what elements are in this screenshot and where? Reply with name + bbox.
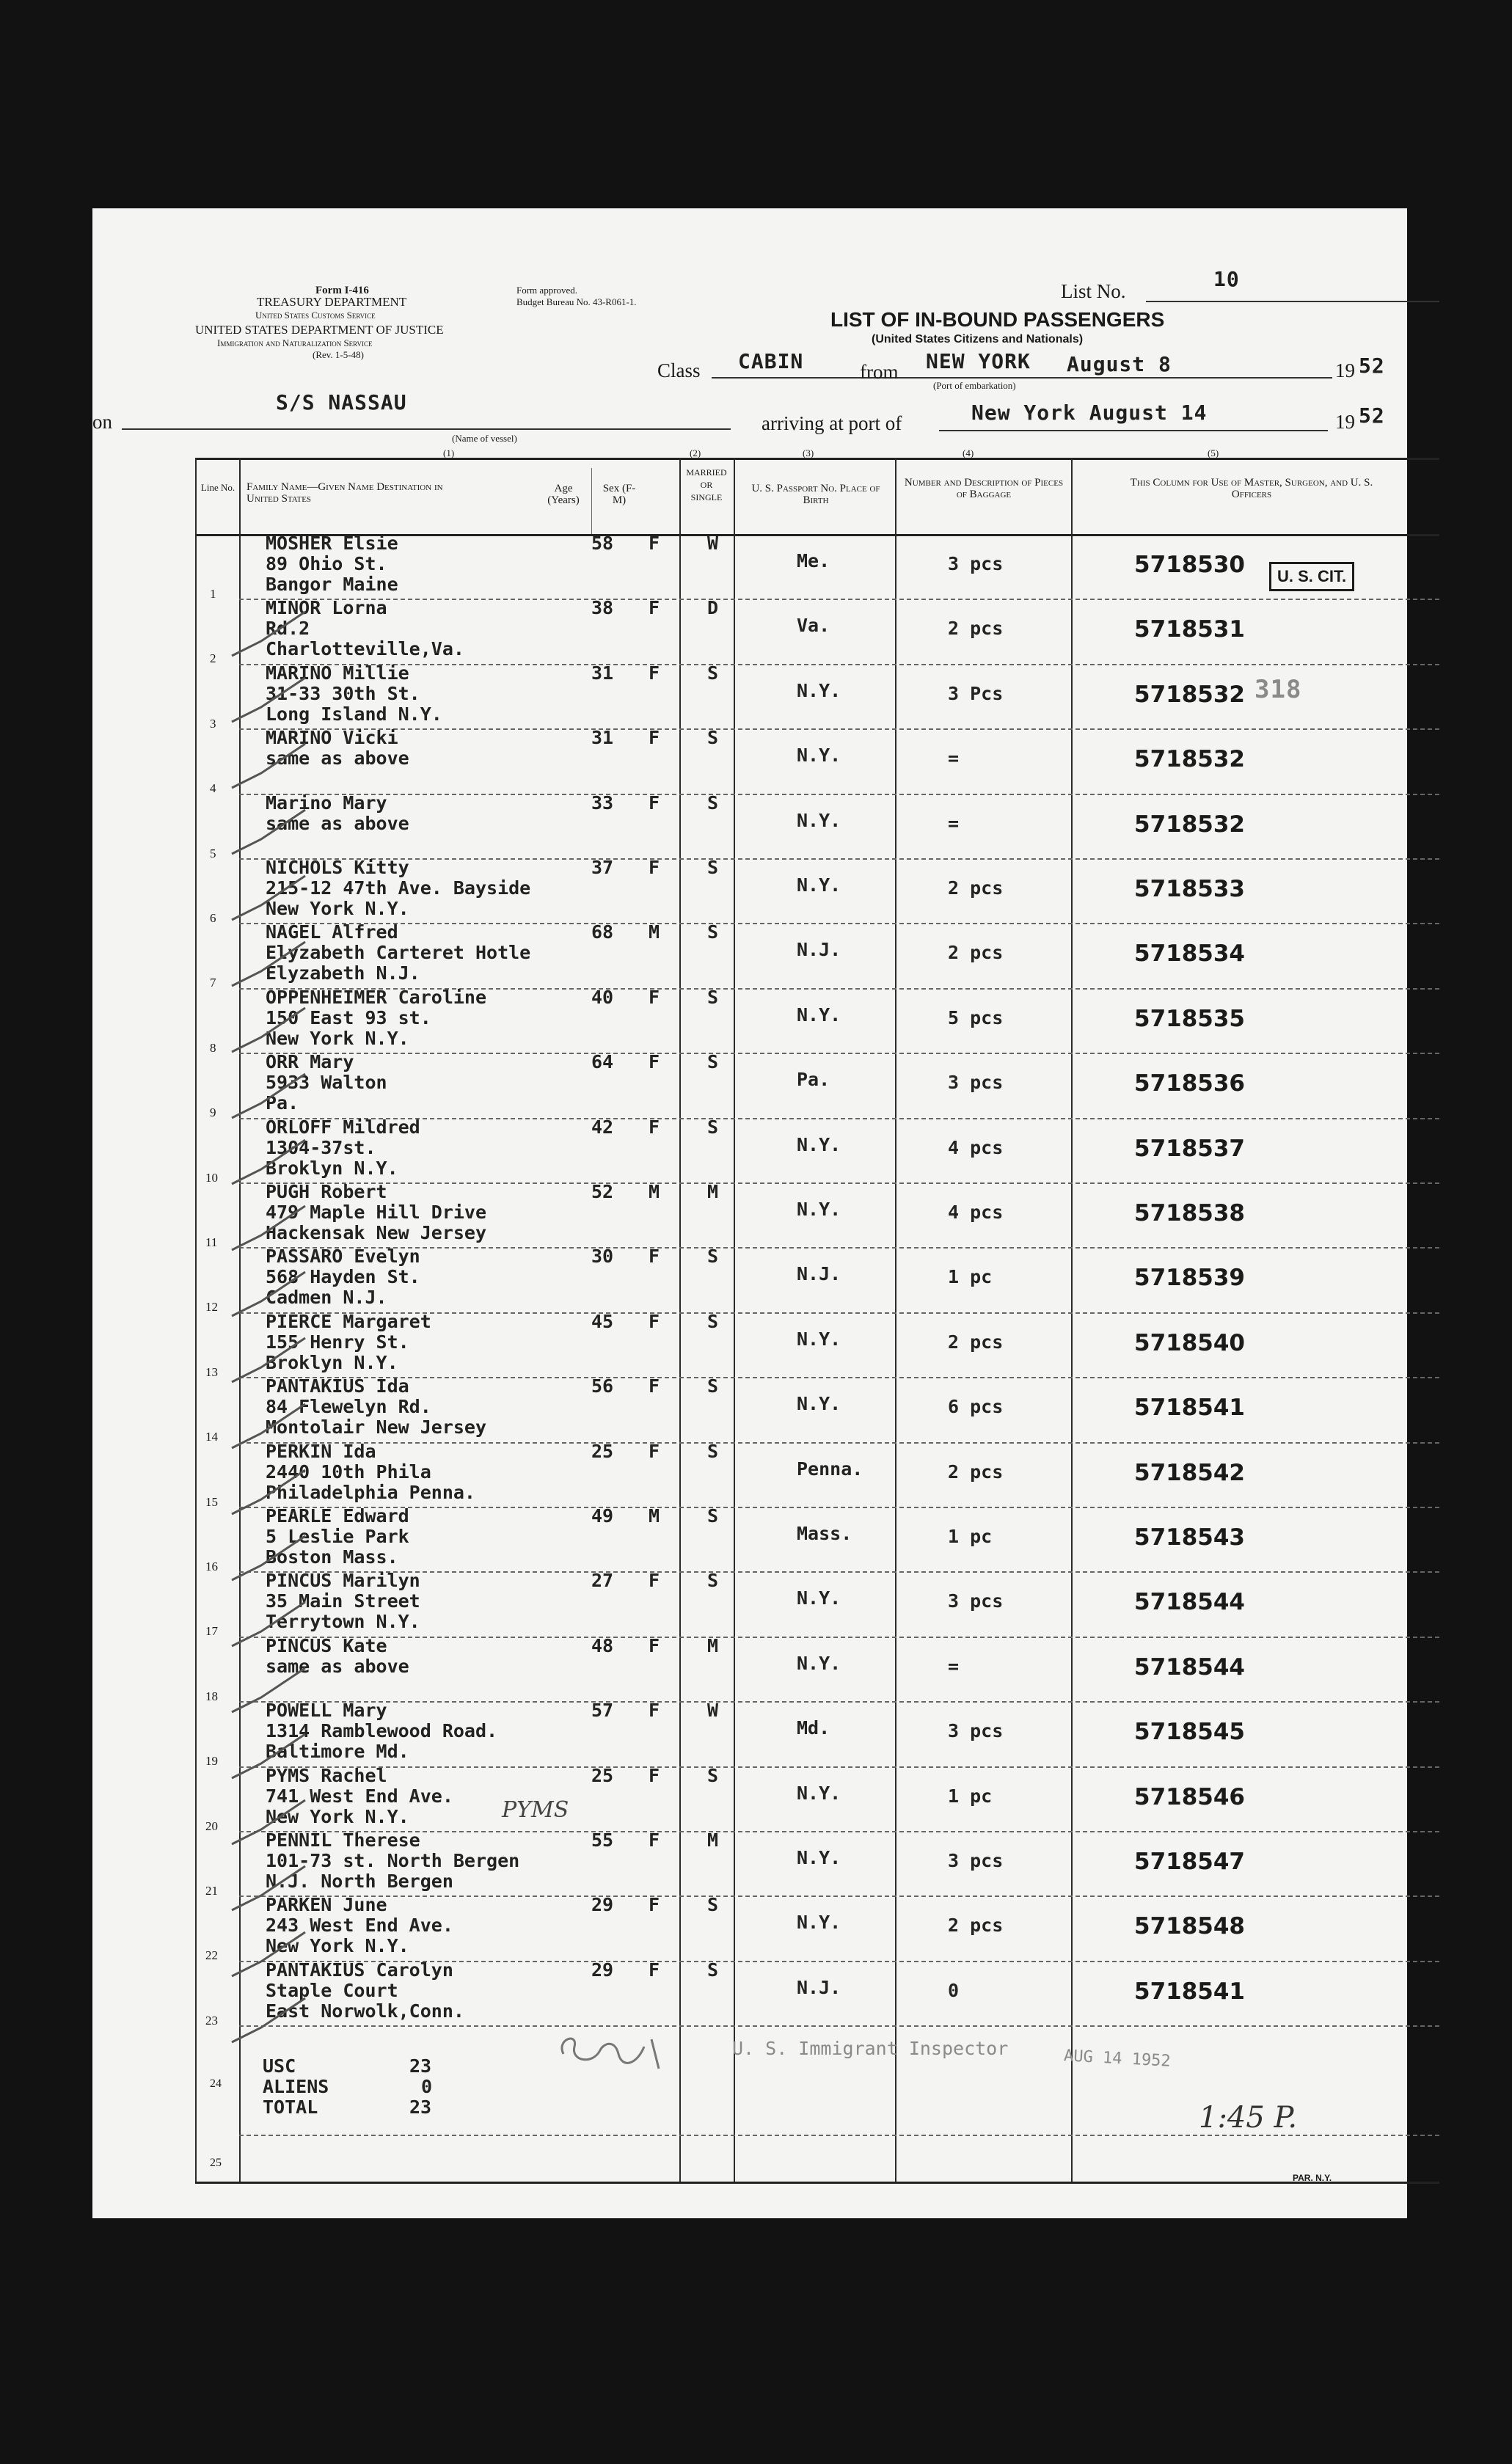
- passenger-age: 57: [591, 1700, 614, 1722]
- passenger-sex: F: [649, 597, 660, 619]
- passenger-marital-status: S: [707, 727, 719, 749]
- passenger-sex: M: [649, 1181, 660, 1202]
- passenger-baggage: 2 pcs: [948, 618, 1004, 640]
- vessel-name: S/S NASSAU: [276, 390, 407, 414]
- passenger-address: 101-73 st. North Bergen: [266, 1850, 520, 1871]
- passenger-name: PENNIL Therese: [266, 1829, 420, 1851]
- passenger-city: New York N.Y.: [266, 898, 409, 919]
- passenger-address: 479 Maple Hill Drive: [266, 1202, 487, 1223]
- passenger-baggage: 4 pcs: [948, 1136, 1004, 1158]
- passenger-age: 31: [591, 727, 614, 749]
- col-num-4: (4): [963, 447, 974, 458]
- passenger-birthplace: N.Y.: [797, 1199, 841, 1220]
- passenger-birthplace: N.J.: [797, 1263, 841, 1285]
- passenger-sex: F: [649, 1634, 660, 1656]
- line-number: 20: [205, 1818, 218, 1833]
- passenger-sex: F: [649, 986, 660, 1008]
- age-sex-divider: [591, 468, 592, 534]
- passenger-sex: F: [649, 1570, 660, 1592]
- table-left-border: [195, 458, 197, 2183]
- passenger-sex: F: [649, 1894, 660, 1916]
- passenger-birthplace: N.J.: [797, 939, 841, 961]
- passenger-list-page: [92, 208, 1407, 2218]
- passenger-address: 155 Henry St.: [266, 1331, 409, 1353]
- passenger-ticket-no: 5718538: [1134, 1200, 1245, 1226]
- passenger-address: 568 Hayden St.: [266, 1266, 420, 1288]
- passenger-baggage: 2 pcs: [948, 1331, 1004, 1353]
- passenger-name: PIERCE Margaret: [266, 1310, 431, 1332]
- passenger-birthplace: N.Y.: [797, 809, 841, 831]
- line-number: 5: [210, 846, 216, 860]
- list-no-label: List No.: [1061, 280, 1126, 302]
- passenger-age: 29: [591, 1959, 614, 1981]
- passenger-age: 30: [591, 1246, 614, 1268]
- passenger-address: 1314 Ramblewood Road.: [266, 1720, 498, 1742]
- passenger-marital-status: S: [707, 986, 719, 1008]
- total-label: TOTAL: [263, 2096, 318, 2118]
- line-number: 2: [210, 651, 216, 666]
- passenger-birthplace: N.Y.: [797, 679, 841, 701]
- passenger-name: NICHOLS Kitty: [266, 857, 409, 878]
- col-header-line-no: Line No.: [200, 482, 235, 493]
- passenger-ticket-no: 5718532: [1134, 811, 1245, 838]
- line-number: 3: [210, 716, 216, 731]
- passenger-ticket-no: 5718547: [1134, 1849, 1245, 1875]
- inspector-date-stamp: AUG 14 1952: [1063, 2047, 1172, 2071]
- passenger-marital-status: S: [707, 1246, 719, 1268]
- passenger-marital-status: M: [707, 1181, 719, 1202]
- passenger-age: 25: [591, 1440, 614, 1462]
- passenger-address: 1304-37st.: [266, 1136, 376, 1158]
- passenger-baggage: 3 Pcs: [948, 682, 1004, 704]
- line-number: 19: [205, 1754, 218, 1769]
- passenger-birthplace: N.Y.: [797, 1652, 841, 1674]
- year2-prefix: 19: [1335, 411, 1355, 433]
- revision-date: (Rev. 1-5-48): [313, 349, 364, 360]
- passenger-address: 741 West End Ave.: [266, 1785, 453, 1807]
- list-no-underline: [1146, 301, 1439, 302]
- passenger-sex: F: [649, 857, 660, 878]
- passenger-sex: F: [649, 1116, 660, 1138]
- class-label: Class: [657, 359, 701, 381]
- passenger-address: Elyzabeth Carteret Hotle: [266, 942, 531, 964]
- col-divider-passport: [895, 458, 896, 2183]
- passenger-marital-status: W: [707, 533, 719, 554]
- passenger-ticket-no: 5718539: [1134, 1265, 1245, 1292]
- passenger-ticket-no: 5718546: [1134, 1783, 1245, 1810]
- line-number: 15: [205, 1494, 218, 1509]
- passenger-name: OPPENHEIMER Caroline: [266, 986, 487, 1008]
- passenger-name: PASSARO Evelyn: [266, 1246, 420, 1268]
- passenger-baggage: 1 pc: [948, 1785, 993, 1807]
- passenger-birthplace: N.Y.: [797, 1782, 841, 1804]
- line-number: 17: [205, 1624, 218, 1639]
- line-number: 22: [205, 1948, 218, 1963]
- treasury-department: TREASURY DEPARTMENT: [257, 295, 407, 309]
- passenger-baggage: 2 pcs: [948, 1461, 1004, 1483]
- passenger-ticket-no: 5718531: [1134, 616, 1245, 643]
- passenger-sex: F: [649, 1310, 660, 1332]
- col-divider-baggage: [1071, 458, 1073, 2183]
- passenger-birthplace: N.J.: [797, 1976, 841, 1998]
- passenger-ticket-no: 5718541: [1134, 1394, 1245, 1422]
- passenger-address: Rd.2: [266, 618, 310, 640]
- col-header-sex: Sex (F-M): [602, 483, 636, 506]
- from-label: from: [860, 361, 899, 383]
- passenger-city: Long Island N.Y.: [266, 703, 442, 725]
- passenger-marital-status: M: [707, 1634, 719, 1656]
- passenger-city: Elyzabeth N.J.: [266, 962, 420, 984]
- class-underline: [712, 377, 932, 379]
- passenger-city: Philadelphia Penna.: [266, 1481, 475, 1503]
- passenger-address: same as above: [266, 1655, 409, 1677]
- passenger-age: 42: [591, 1116, 614, 1138]
- passenger-sex: F: [649, 1700, 660, 1722]
- passenger-age: 29: [591, 1894, 614, 1916]
- passenger-marital-status: S: [707, 1116, 719, 1138]
- year1-value: 52: [1359, 354, 1385, 378]
- col-header-passport: U. S. Passport No. Place of Birth: [751, 483, 880, 506]
- line-number: 1: [210, 587, 216, 601]
- passenger-name: PANTAKIUS Carolyn: [266, 1959, 453, 1981]
- passenger-baggage: 6 pcs: [948, 1396, 1004, 1418]
- list-no-value: 10: [1213, 267, 1240, 291]
- passenger-address: same as above: [266, 747, 409, 769]
- passenger-city: Montolair New Jersey: [266, 1416, 487, 1438]
- passenger-marital-status: S: [707, 1440, 719, 1462]
- passenger-age: 48: [591, 1634, 614, 1656]
- passenger-age: 52: [591, 1181, 614, 1202]
- passenger-sex: F: [649, 662, 660, 684]
- line-number: 7: [210, 976, 216, 990]
- passenger-baggage: =: [948, 1655, 960, 1677]
- passenger-ticket-no: 5718548: [1134, 1913, 1245, 1940]
- passenger-name: PYMS Rachel: [266, 1764, 387, 1786]
- col-num-1: (1): [443, 447, 455, 458]
- passenger-address: 150 East 93 st.: [266, 1006, 431, 1028]
- col-divider-married: [734, 458, 735, 2183]
- passenger-marital-status: W: [707, 1700, 719, 1722]
- passenger-city: N.J. North Bergen: [266, 1871, 453, 1892]
- col-num-5: (5): [1208, 447, 1219, 458]
- passenger-ticket-no: 5718535: [1134, 1005, 1245, 1032]
- year1-prefix: 19: [1335, 359, 1355, 381]
- col-header-married: MARRIED OR SINGLE: [686, 467, 727, 502]
- passenger-age: 33: [591, 792, 614, 814]
- passenger-baggage: =: [948, 812, 960, 834]
- passenger-city: Bangor Maine: [266, 574, 398, 595]
- side-number: 318: [1254, 675, 1302, 704]
- passenger-birthplace: N.Y.: [797, 874, 841, 896]
- passenger-ticket-no: 5718536: [1134, 1070, 1245, 1097]
- passenger-address: 243 West End Ave.: [266, 1915, 453, 1937]
- immigration-service: Immigration and Naturalization Service: [217, 337, 373, 348]
- usc-count: 23: [409, 2055, 432, 2077]
- line-number-25: 25: [210, 2157, 222, 2169]
- line-number: 13: [205, 1364, 218, 1379]
- passenger-baggage: 3 pcs: [948, 1720, 1004, 1742]
- passenger-ticket-no: 5718532: [1134, 746, 1245, 773]
- passenger-age: 45: [591, 1310, 614, 1332]
- passenger-name: MOSHER Elsie: [266, 533, 398, 554]
- passenger-baggage: 2 pcs: [948, 1915, 1004, 1937]
- passenger-marital-status: S: [707, 1894, 719, 1916]
- form-number: Form I-416: [315, 285, 369, 296]
- passenger-address: 2440 10th Phila: [266, 1461, 431, 1483]
- passenger-age: 64: [591, 1051, 614, 1073]
- passenger-age: 40: [591, 986, 614, 1008]
- passenger-name: ORR Mary: [266, 1051, 354, 1073]
- passenger-city: Broklyn N.Y.: [266, 1351, 398, 1373]
- passenger-name: MINOR Lorna: [266, 597, 387, 619]
- from-date: August 8: [1067, 352, 1172, 376]
- passenger-baggage: 4 pcs: [948, 1202, 1004, 1223]
- passenger-marital-status: S: [707, 857, 719, 878]
- passenger-age: 68: [591, 921, 614, 943]
- passenger-age: 27: [591, 1570, 614, 1592]
- line-number: 21: [205, 1884, 218, 1898]
- passenger-birthplace: N.Y.: [797, 1912, 841, 1934]
- passenger-city: Hackensak New Jersey: [266, 1222, 487, 1243]
- passenger-name: NAGEL Alfred: [266, 921, 398, 943]
- line-number: 16: [205, 1560, 218, 1573]
- col-header-baggage: Number and Description of Pieces of Baggage: [904, 477, 1064, 500]
- passenger-ticket-no: 5718533: [1134, 876, 1245, 902]
- vessel-underline: [122, 428, 731, 430]
- list-title: LIST OF IN-BOUND PASSENGERS: [830, 308, 1165, 331]
- col-header-name: Family Name—Given Name Destination in United States: [246, 481, 443, 505]
- passenger-city: Broklyn N.Y.: [266, 1157, 398, 1179]
- passenger-sex: F: [649, 792, 660, 814]
- passenger-name: MARINO Millie: [266, 662, 409, 684]
- line-number: 23: [205, 2013, 218, 2028]
- from-underline: [914, 377, 1332, 379]
- passenger-birthplace: N.Y.: [797, 745, 841, 767]
- passenger-birthplace: N.Y.: [797, 1393, 841, 1415]
- passenger-baggage: 5 pcs: [948, 1006, 1004, 1028]
- passenger-ticket-no: 5718544: [1134, 1653, 1245, 1681]
- passenger-city: Cadmen N.J.: [266, 1287, 387, 1309]
- col-divider-name: [679, 458, 681, 2183]
- passenger-sex: F: [649, 1764, 660, 1786]
- col-header-officers: This Column for Use of Master, Surgeon, and U. S. Officers: [1130, 477, 1373, 500]
- passenger-sex: F: [649, 1246, 660, 1268]
- passenger-marital-status: M: [707, 1829, 719, 1851]
- passenger-name: POWELL Mary: [266, 1700, 387, 1722]
- passenger-marital-status: S: [707, 1764, 719, 1786]
- passenger-sex: F: [649, 1959, 660, 1981]
- passenger-ticket-no: 5718537: [1134, 1135, 1245, 1162]
- passenger-birthplace: N.Y.: [797, 1328, 841, 1350]
- passenger-baggage: 0: [948, 1979, 960, 2001]
- table-bottom-border: [195, 2182, 1439, 2184]
- passenger-age: 49: [591, 1505, 614, 1527]
- inspector-title: U. S. Immigrant Inspector: [732, 2038, 1009, 2059]
- class-value: CABIN: [738, 349, 804, 373]
- printer-mark: PAR. N.Y.: [1293, 2173, 1332, 2183]
- passenger-address: Staple Court: [266, 1979, 398, 2001]
- table-top-border: [195, 458, 1439, 460]
- line-number: 14: [205, 1430, 218, 1444]
- budget-bureau: Budget Bureau No. 43-R061-1.: [516, 296, 637, 307]
- passenger-name: PINCUS Marilyn: [266, 1570, 420, 1592]
- list-subtitle: (United States Citizens and Nationals): [872, 333, 1084, 346]
- passenger-ticket-no: 5718544: [1134, 1589, 1245, 1616]
- year2-value: 52: [1359, 403, 1385, 428]
- passenger-birthplace: Me.: [797, 550, 830, 571]
- passenger-sex: F: [649, 533, 660, 554]
- passenger-ticket-no: 5718543: [1134, 1524, 1245, 1551]
- arrival-underline: [939, 430, 1328, 431]
- passenger-age: 25: [591, 1764, 614, 1786]
- passenger-age: 55: [591, 1829, 614, 1851]
- customs-service: United States Customs Service: [255, 310, 376, 321]
- passenger-address: 215-12 47th Ave. Bayside: [266, 877, 531, 899]
- passenger-name: PARKEN June: [266, 1894, 387, 1916]
- justice-department: UNITED STATES DEPARTMENT OF JUSTICE: [195, 323, 444, 337]
- passenger-address: 5933 Walton: [266, 1072, 387, 1094]
- passenger-address: 89 Ohio St.: [266, 553, 387, 574]
- passenger-city: Charlotteville,Va.: [266, 638, 464, 660]
- line-number: 9: [210, 1105, 216, 1120]
- passenger-ticket-no: 5718542: [1134, 1459, 1245, 1486]
- passenger-name: Marino Mary: [266, 792, 387, 814]
- on-label: on: [92, 411, 112, 433]
- passenger-birthplace: N.Y.: [797, 1847, 841, 1868]
- passenger-sex: M: [649, 1505, 660, 1527]
- passenger-name: PERKIN Ida: [266, 1440, 376, 1462]
- from-value: NEW YORK: [926, 349, 1031, 373]
- passenger-address: 35 Main Street: [266, 1590, 420, 1612]
- col-num-3: (3): [803, 447, 814, 458]
- row-divider-24: [239, 2135, 1439, 2136]
- passenger-baggage: 3 pcs: [948, 1850, 1004, 1871]
- passenger-birthplace: Mass.: [797, 1523, 852, 1544]
- passenger-name: PEARLE Edward: [266, 1505, 409, 1527]
- total-count: 23: [409, 2096, 432, 2118]
- passenger-age: 37: [591, 857, 614, 878]
- passenger-sex: F: [649, 1375, 660, 1397]
- col-header-age: Age (Years): [547, 483, 580, 506]
- passenger-ticket-no: 5718532: [1134, 681, 1245, 708]
- passenger-sex: F: [649, 1440, 660, 1462]
- aliens-label: ALIENS: [263, 2076, 329, 2097]
- passenger-name: PANTAKIUS Ida: [266, 1375, 409, 1397]
- passenger-birthplace: Pa.: [797, 1069, 830, 1091]
- line-number: 8: [210, 1040, 216, 1055]
- passenger-city: New York N.Y.: [266, 1805, 409, 1827]
- passenger-ticket-no: 5718545: [1134, 1719, 1245, 1746]
- line-number-24: 24: [210, 2077, 222, 2090]
- passenger-birthplace: N.Y.: [797, 1133, 841, 1155]
- passenger-baggage: 2 pcs: [948, 942, 1004, 964]
- passenger-city: New York N.Y.: [266, 1027, 409, 1049]
- line-number: 11: [205, 1235, 218, 1249]
- vessel-note: (Name of vessel): [452, 433, 517, 444]
- passenger-city: New York N.Y.: [266, 1935, 409, 1957]
- passenger-sex: M: [649, 921, 660, 943]
- passenger-sex: F: [649, 1051, 660, 1073]
- passenger-age: 56: [591, 1375, 614, 1397]
- passenger-city: Boston Mass.: [266, 1546, 398, 1568]
- passenger-baggage: =: [948, 747, 960, 769]
- passenger-baggage: 3 pcs: [948, 1072, 1004, 1094]
- passenger-birthplace: Va.: [797, 615, 830, 637]
- passenger-marital-status: S: [707, 1375, 719, 1397]
- passenger-birthplace: N.Y.: [797, 1587, 841, 1609]
- passenger-name: PUGH Robert: [266, 1181, 387, 1202]
- passenger-address: same as above: [266, 812, 409, 834]
- passenger-ticket-no: 5718540: [1134, 1329, 1245, 1356]
- passenger-sex: F: [649, 1829, 660, 1851]
- passenger-baggage: 3 pcs: [948, 1590, 1004, 1612]
- passenger-baggage: 1 pc: [948, 1266, 993, 1288]
- passenger-marital-status: S: [707, 792, 719, 814]
- passenger-name: MARINO Vicki: [266, 727, 398, 749]
- arrival-value: New York August 14: [971, 401, 1208, 425]
- us-citizen-stamp: U. S. CIT.: [1269, 562, 1354, 591]
- usc-label: USC: [263, 2055, 296, 2077]
- aliens-count: 0: [421, 2076, 433, 2097]
- arriving-label: arriving at port of: [762, 412, 902, 434]
- passenger-marital-status: S: [707, 662, 719, 684]
- col-num-2: (2): [690, 447, 701, 458]
- passenger-address: 5 Leslie Park: [266, 1526, 409, 1547]
- passenger-ticket-no: 5718530: [1134, 552, 1245, 578]
- passenger-address: 31-33 30th St.: [266, 682, 420, 704]
- passenger-baggage: 2 pcs: [948, 877, 1004, 899]
- passenger-marital-status: S: [707, 1570, 719, 1592]
- check-marks: [217, 516, 511, 2130]
- pyms-handwritten-note: PYMS: [502, 1797, 569, 1823]
- time-note: 1:45 P.: [1199, 2101, 1298, 2135]
- passenger-baggage: 1 pc: [948, 1526, 993, 1547]
- passenger-marital-status: S: [707, 1959, 719, 1981]
- passenger-age: 38: [591, 597, 614, 619]
- passenger-marital-status: S: [707, 921, 719, 943]
- passenger-baggage: 3 pcs: [948, 553, 1004, 574]
- passenger-birthplace: Md.: [797, 1717, 830, 1739]
- line-number: 4: [210, 781, 216, 796]
- passenger-age: 31: [591, 662, 614, 684]
- inspector-signature: [549, 2025, 681, 2076]
- passenger-birthplace: Penna.: [797, 1458, 863, 1480]
- passenger-marital-status: S: [707, 1310, 719, 1332]
- passenger-sex: F: [649, 727, 660, 749]
- passenger-birthplace: N.Y.: [797, 1003, 841, 1026]
- passenger-ticket-no: 5718541: [1134, 1978, 1245, 2005]
- passenger-marital-status: D: [707, 597, 719, 619]
- line-number: 6: [210, 911, 216, 925]
- passenger-ticket-no: 5718534: [1134, 940, 1245, 968]
- passenger-city: Baltimore Md.: [266, 1741, 409, 1763]
- passenger-city: Terrytown N.Y.: [266, 1611, 420, 1633]
- passenger-marital-status: S: [707, 1051, 719, 1073]
- passenger-name: PINCUS Kate: [266, 1634, 387, 1656]
- form-approved: Form approved.: [516, 285, 578, 296]
- line-number: 10: [205, 1170, 218, 1185]
- embarkation-note: (Port of embarkation): [933, 380, 1016, 391]
- line-number: 12: [205, 1300, 218, 1315]
- passenger-marital-status: S: [707, 1505, 719, 1527]
- passenger-city: East Norwolk,Conn.: [266, 2000, 464, 2022]
- passenger-address: 84 Flewelyn Rd.: [266, 1396, 431, 1418]
- passenger-city: Pa.: [266, 1092, 299, 1114]
- passenger-age: 58: [591, 533, 614, 554]
- line-number: 18: [205, 1689, 218, 1703]
- passenger-name: ORLOFF Mildred: [266, 1116, 420, 1138]
